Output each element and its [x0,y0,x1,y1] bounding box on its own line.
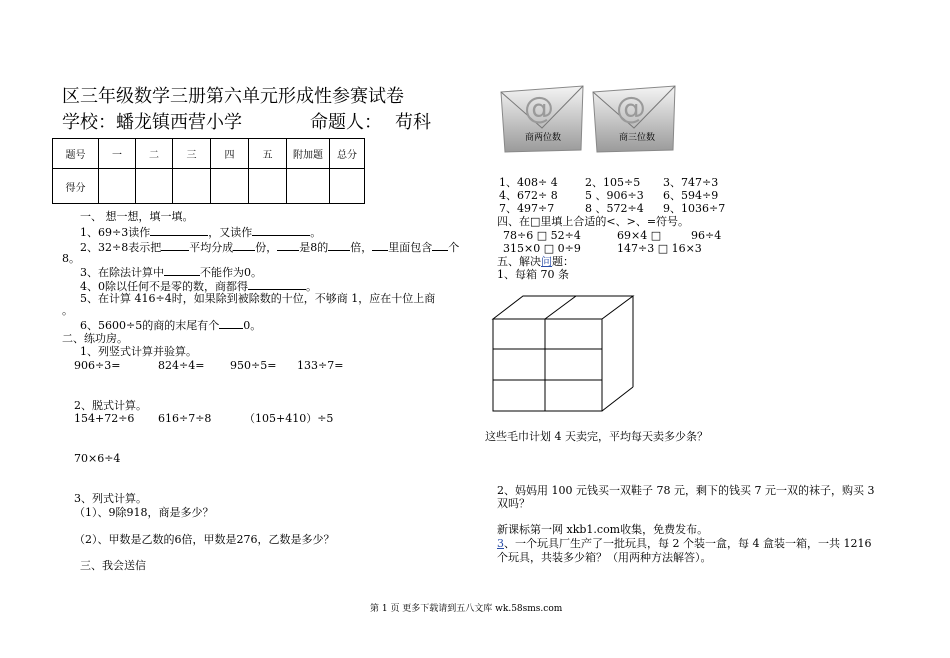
p1-item: 906÷3= [74,359,121,372]
p2-heading: 2、脱式计算。 [74,399,147,412]
envelope-label: 商两位数 [525,133,562,143]
div-item: 8 、572÷4 [585,202,644,215]
score-header: 总分 [330,139,365,169]
div-item: 1、408÷ 4 [499,176,558,189]
p3-q2: （2）、甲数是乙数的6倍，甲数是276，乙数是多少？ [74,533,335,546]
at-sign-icon: @ [616,91,646,126]
q3-text: 、一个玩具厂生产了一批玩具，每 2 个装一盒，每 4 盒装一箱，一共 1216 [504,537,872,550]
p1-item: 950÷5= [230,359,277,372]
q1-text: ，又读作 [208,226,253,239]
q2-text: 2、32÷8表示把 [80,241,162,254]
div-item: 6、594÷9 [663,189,719,202]
section5-heading-text: 题： [552,255,574,268]
envelope-icon [589,82,679,156]
answer-blank[interactable] [164,265,200,276]
answer-blank[interactable] [233,240,255,251]
q2-line1: 2、妈妈用 100 元钱买一双鞋子 78 元，剩下的钱买 7 元一双的袜子，购买 3 [497,484,875,497]
p2-item: 70×6÷4 [74,452,121,465]
q6 [80,318,261,332]
score-row-label: 得分 [53,169,99,204]
q3 [80,265,262,279]
score-cell[interactable] [173,169,211,204]
answer-blank[interactable] [372,240,388,251]
q6-text: 6、5600÷5的商的末尾有个 [80,319,220,332]
answer-blank[interactable] [248,279,306,290]
envelope-icon [497,82,587,156]
q6-text: 0。 [243,319,262,332]
score-cell[interactable] [99,169,136,204]
p3-q1: （1）、9除918，商是多少？ [74,506,214,519]
q3-line1 [497,537,871,550]
q3-number-link[interactable]: 3 [497,537,504,550]
q2-line2: 双吗？ [497,497,530,510]
score-header: 题号 [53,139,99,169]
div-item: 5 、906÷3 [585,189,644,202]
answer-blank[interactable] [161,240,189,251]
section5-link[interactable]: 问 [541,255,552,268]
author-name: 苟科 [395,112,431,133]
score-cell[interactable] [211,169,249,204]
score-header: 一 [99,139,136,169]
school-label: 学校：蟠龙镇西营小学 [62,112,242,133]
p2-item: 154+72÷6 [74,412,135,425]
p1-item: 824÷4= [158,359,205,372]
q2-text: 个 [448,241,460,254]
section1-heading: 一、 想一想，填一填。 [80,210,194,223]
p3-heading: 3、列式计算。 [74,492,147,505]
answer-blank[interactable] [219,318,243,329]
q1-text: 1、69÷3读作 [80,226,151,239]
div-item: 4、672÷ 8 [499,189,558,202]
q3-text: 不能作为0。 [200,266,262,279]
author-label: 命题人： [310,112,382,133]
score-header: 二 [136,139,173,169]
q2 [80,240,459,254]
q3-text: 3、在除法计算中 [80,266,164,279]
q4-text: 。 [306,280,317,293]
answer-blank[interactable] [252,225,310,236]
q3-line2: 个玩具，共装多少箱？（用两种方法解答）。 [497,551,712,564]
compare-item: 315×0 □ 0÷9 [503,242,581,255]
page-title: 区三年级数学三册第六单元形成性参赛试卷 [62,86,404,107]
p2-item: （105+410）÷5 [244,412,334,425]
q1-text: 。 [310,226,322,239]
score-cell[interactable] [330,169,365,204]
q5: 5、在计算 416÷4时，如果除到被除数的十位，不够商 1，应在十位上商 [80,292,436,305]
score-cell[interactable] [287,169,330,204]
section5-heading [497,255,574,268]
at-sign-icon: @ [524,91,554,126]
score-table [52,138,365,204]
q1 [80,225,321,239]
q4 [80,279,317,293]
page-footer: 第 1 页 更多下载请到五八文库 wk.58sms.com [370,604,563,614]
section5-heading-text: 五、解决 [497,255,541,268]
answer-blank[interactable] [150,225,208,236]
ad-text: 新课标第一网 xkb1.com收集，免费发布。 [497,523,709,536]
div-item: 2、105÷5 [585,176,641,189]
box-label: 1、每箱 70 条 [497,268,569,281]
q2-text: 里面包含 [388,241,433,254]
q4-text: 4、0除以任何不是零的数，商都得 [80,280,248,293]
answer-blank[interactable] [277,240,299,251]
div-item: 9、1036÷7 [663,202,726,215]
score-header: 三 [173,139,211,169]
div-item: 7、497÷7 [499,202,555,215]
score-cell[interactable] [136,169,173,204]
answer-blank[interactable] [432,240,448,251]
section3-heading: 三、我会送信 [80,559,146,572]
score-cell[interactable] [249,169,287,204]
q2-text: 倍， [350,241,373,254]
q2-text: 是8的 [299,241,329,254]
compare-item: 96÷4 [691,229,722,242]
q2-text: 份， [255,241,278,254]
compare-item: 147÷3 □ 16×3 [617,242,702,255]
answer-blank[interactable] [328,240,350,251]
section2-heading: 二、练功房。 [62,332,128,345]
p1-heading: 1、列竖式计算并验算。 [80,345,197,358]
envelope-label: 商三位数 [619,133,656,143]
q2-tail: 8。 [62,252,80,265]
score-header: 四 [211,139,249,169]
score-header: 附加题 [287,139,330,169]
envelope-two-digit[interactable] [497,82,587,156]
envelope-three-digit[interactable] [589,82,679,156]
q2-text: 平均分成 [189,241,234,254]
q5-tail: 。 [62,304,73,317]
p1-item: 133÷7= [297,359,344,372]
compare-item: 69×4 □ [617,229,662,242]
section4-heading: 四、在□里填上合适的<、>、=符号。 [497,215,690,228]
q1-text: 这些毛巾计划 4 天卖完，平均每天卖多少条？ [485,430,708,443]
score-header: 五 [249,139,287,169]
p2-item: 616÷7÷8 [158,412,212,425]
compare-item: 78÷6 □ 52÷4 [503,229,581,242]
div-item: 3、747÷3 [663,176,719,189]
boxes-illustration [488,291,638,413]
